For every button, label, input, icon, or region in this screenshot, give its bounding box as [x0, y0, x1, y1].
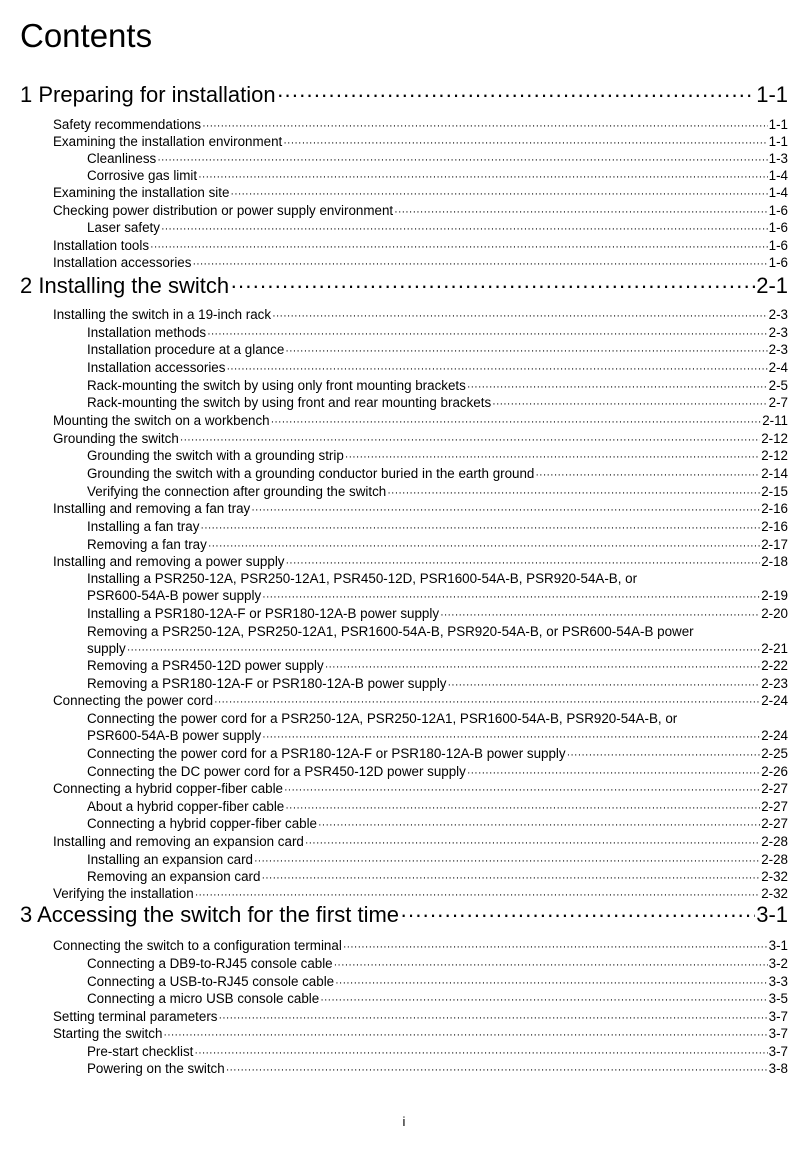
toc-title: About a hybrid copper-fiber cable [87, 799, 285, 814]
toc-title: Installing and removing an expansion card [53, 834, 304, 849]
toc-title: Mounting the switch on a workbench [53, 413, 270, 428]
dot-leader [567, 747, 761, 764]
toc-page: 2-23 [761, 676, 788, 691]
toc-entry[interactable] [53, 184, 788, 203]
toc-page: 1-6 [768, 220, 788, 235]
toc-chapter-1[interactable] [20, 82, 788, 108]
toc-page: 1-4 [768, 168, 788, 183]
toc-title: Connecting the switch to a configuration terminal [53, 938, 342, 953]
toc-entry[interactable] [53, 254, 788, 273]
toc-entry[interactable] [87, 359, 788, 378]
toc-title: 1 Preparing for installation [20, 82, 276, 107]
toc-page: 1-6 [768, 203, 788, 218]
toc-page: 2-16 [761, 519, 788, 534]
toc-title: Examining the installation site [53, 185, 230, 200]
toc-title: Connecting a hybrid copper-fiber cable [53, 781, 284, 796]
toc-title: Laser safety [87, 220, 160, 235]
toc-entry[interactable] [87, 1060, 788, 1079]
toc-page: 1-6 [768, 238, 788, 253]
toc-title: Installation accessories [53, 255, 192, 270]
toc-entry[interactable] [87, 341, 788, 360]
dot-leader [535, 467, 760, 484]
toc-page: 3-3 [768, 974, 788, 989]
toc-entry[interactable] [87, 587, 788, 606]
toc-title: Corrosive gas limit [87, 168, 198, 183]
toc-title: Removing a PSR450-12D power supply [87, 658, 324, 673]
toc-page: 2-15 [761, 484, 788, 499]
dot-leader [318, 817, 760, 834]
toc-page: 2-25 [761, 746, 788, 761]
page-number: i [402, 1114, 406, 1129]
toc-title: Installing the switch in a 19-inch rack [53, 307, 272, 322]
toc-entry[interactable] [53, 692, 788, 711]
dot-leader [320, 992, 767, 1009]
toc-entry-line[interactable]: Installing a PSR250-12A, PSR250-12A1, PSR450-12D, PSR1600-54A-B, PSR920-54A-B, or [87, 571, 638, 586]
toc-entry[interactable] [87, 447, 788, 466]
toc-page: 1-6 [768, 255, 788, 270]
toc-page: 2-27 [761, 799, 788, 814]
toc-title: Installation accessories [87, 360, 226, 375]
dot-leader [226, 1062, 768, 1079]
toc-entry[interactable] [53, 412, 788, 431]
toc-page: 2-22 [761, 658, 788, 673]
toc-title: Grounding the switch [53, 431, 179, 446]
toc-title: Verifying the connection after grounding the switch [87, 484, 387, 499]
toc-page: 2-5 [768, 378, 788, 393]
toc-title: Powering on the switch [87, 1061, 225, 1076]
toc-page: 3-1 [768, 938, 788, 953]
toc-entry[interactable] [53, 780, 788, 799]
toc-title: Connecting a DB9-to-RJ45 console cable [87, 956, 333, 971]
toc-title: Rack-mounting the switch by using only front mounting brackets [87, 378, 466, 393]
toc-entry[interactable] [87, 465, 788, 484]
toc-title: Installing a PSR180-12A-F or PSR180-12A-B power supply [87, 606, 440, 621]
toc-entry[interactable] [87, 815, 788, 834]
toc-entry[interactable] [53, 833, 788, 852]
toc-title: Removing a PSR180-12A-F or PSR180-12A-B power supply [87, 676, 447, 691]
dot-leader [334, 957, 768, 974]
toc-page: 2-28 [761, 834, 788, 849]
toc-title: Cleanliness [87, 151, 157, 166]
dot-leader [200, 520, 760, 537]
toc-page: 2-12 [761, 431, 788, 446]
toc-title: supply [87, 641, 126, 656]
toc-page: 2-20 [761, 606, 788, 621]
toc-title: Connecting a USB-to-RJ45 console cable [87, 974, 335, 989]
toc-title: Rack-mounting the switch by using front and rear mounting brackets [87, 395, 492, 410]
toc-page: 3-7 [768, 1009, 788, 1024]
toc-page: 3-8 [768, 1061, 788, 1076]
toc-page: 2-3 [768, 307, 788, 322]
dot-leader [345, 449, 760, 466]
toc-chapter-2[interactable] [20, 273, 788, 299]
toc-page: 1-4 [768, 185, 788, 200]
toc-title: Checking power distribution or power supply environment [53, 203, 394, 218]
dot-leader [230, 186, 767, 203]
toc-page: 1-1 [756, 82, 788, 107]
dot-leader [262, 729, 760, 746]
toc-chapter-3[interactable] [20, 902, 788, 928]
toc-entry[interactable] [87, 990, 788, 1009]
dot-leader [262, 589, 760, 606]
toc-entry[interactable] [87, 955, 788, 974]
page-title: Contents [20, 17, 153, 54]
toc-title: Connecting a hybrid copper-fiber cable [87, 816, 318, 831]
toc-title: Installation tools [53, 238, 150, 253]
toc-entry[interactable] [53, 306, 788, 325]
dot-leader [284, 782, 760, 799]
toc-title: PSR600-54A-B power supply [87, 588, 262, 603]
toc-page: 1-3 [768, 151, 788, 166]
dot-leader [226, 361, 767, 378]
toc-page: 2-24 [761, 693, 788, 708]
dot-leader [285, 343, 767, 360]
toc-entry-line[interactable]: Removing a PSR250-12A, PSR250-12A1, PSR1600-54A-B, PSR920-54A-B, or PSR600-54A-B power [87, 624, 694, 639]
dot-leader [272, 308, 768, 325]
toc-page: 2-7 [768, 395, 788, 410]
toc-title: Grounding the switch with a grounding conductor buried in the earth ground [87, 466, 535, 481]
toc-title: Installation methods [87, 325, 207, 340]
toc-page: 2-27 [761, 781, 788, 796]
toc-title: Verifying the installation [53, 886, 194, 901]
toc-entry[interactable] [87, 745, 788, 764]
toc-title: Pre-start checklist [87, 1044, 194, 1059]
toc-title: Starting the switch [53, 1026, 163, 1041]
toc-page: 3-1 [756, 902, 788, 927]
toc-entry[interactable] [87, 394, 788, 413]
dot-leader [440, 607, 760, 624]
toc-page: 2-3 [768, 325, 788, 340]
toc-entry[interactable] [53, 500, 788, 519]
toc-page: 2-18 [761, 554, 788, 569]
toc-page: 2-12 [761, 448, 788, 463]
toc-page: 2-4 [768, 360, 788, 375]
toc-entry[interactable] [53, 1025, 788, 1044]
toc-title: Installation procedure at a glance [87, 342, 285, 357]
toc-entry-line[interactable]: Connecting the power cord for a PSR250-12A, PSR250-12A1, PSR1600-54A-B, PSR920-54A-B, or [87, 711, 678, 726]
toc-title: Setting terminal parameters [53, 1009, 218, 1024]
toc-title: Installing and removing a power supply [53, 554, 285, 569]
toc-page: 3-5 [768, 991, 788, 1006]
toc-page: 2-11 [762, 413, 788, 428]
toc-page: 1-1 [768, 117, 788, 132]
dot-leader [492, 396, 767, 413]
toc-title: Safety recommendations [53, 117, 202, 132]
dot-leader [277, 82, 756, 108]
toc-title: PSR600-54A-B power supply [87, 728, 262, 743]
toc-page: 3-7 [768, 1026, 788, 1041]
toc-title: Connecting the power cord for a PSR180-12A-F or PSR180-12A-B power supply [87, 746, 566, 761]
toc-title: Connecting a micro USB console cable [87, 991, 320, 1006]
toc-entry[interactable] [87, 219, 788, 238]
toc-title: Grounding the switch with a grounding strip [87, 448, 344, 463]
toc-page: 2-24 [761, 728, 788, 743]
toc-page: 2-3 [768, 342, 788, 357]
toc-page: 1-1 [768, 134, 788, 149]
dot-leader [163, 1027, 767, 1044]
toc-title: Connecting the power cord [53, 693, 214, 708]
toc-entry[interactable] [87, 518, 788, 537]
toc-page: 2-26 [761, 764, 788, 779]
toc-title: Removing an expansion card [87, 869, 261, 884]
toc-page: 2-32 [761, 869, 788, 884]
toc-entry[interactable] [53, 937, 788, 956]
dot-leader [192, 256, 767, 273]
toc-title: Installing a fan tray [87, 519, 200, 534]
dot-leader [325, 659, 760, 676]
toc-page: 2-14 [761, 466, 788, 481]
dot-leader [305, 835, 760, 852]
toc-entry[interactable] [87, 727, 788, 746]
toc-title: Examining the installation environment [53, 134, 283, 149]
toc-title: Installing an expansion card [87, 852, 254, 867]
toc-title: Removing a fan tray [87, 537, 207, 552]
toc-page: 2-32 [761, 886, 788, 901]
toc-page: 2-17 [761, 537, 788, 552]
dot-leader [161, 221, 768, 238]
dot-leader [343, 939, 768, 956]
dot-leader [214, 694, 760, 711]
dot-leader [230, 273, 755, 299]
toc-entry[interactable] [87, 657, 788, 676]
toc-page: 2-27 [761, 816, 788, 831]
toc-title: Connecting the DC power cord for a PSR450-12D power supply [87, 764, 466, 779]
dot-leader [251, 502, 760, 519]
toc-title: Installing and removing a fan tray [53, 501, 251, 516]
toc-title: 3 Accessing the switch for the first time [20, 902, 400, 927]
dot-leader [400, 902, 755, 928]
toc-page: 2-16 [761, 501, 788, 516]
toc-title: 2 Installing the switch [20, 273, 230, 298]
toc-page: 2-19 [761, 588, 788, 603]
dot-leader [271, 414, 762, 431]
toc-page: 3-7 [768, 1044, 788, 1059]
toc-page: 2-28 [761, 852, 788, 867]
toc-page: 2-1 [756, 273, 788, 298]
toc-page: 3-2 [768, 956, 788, 971]
toc-entry[interactable] [87, 605, 788, 624]
toc-page: 2-21 [761, 641, 788, 656]
